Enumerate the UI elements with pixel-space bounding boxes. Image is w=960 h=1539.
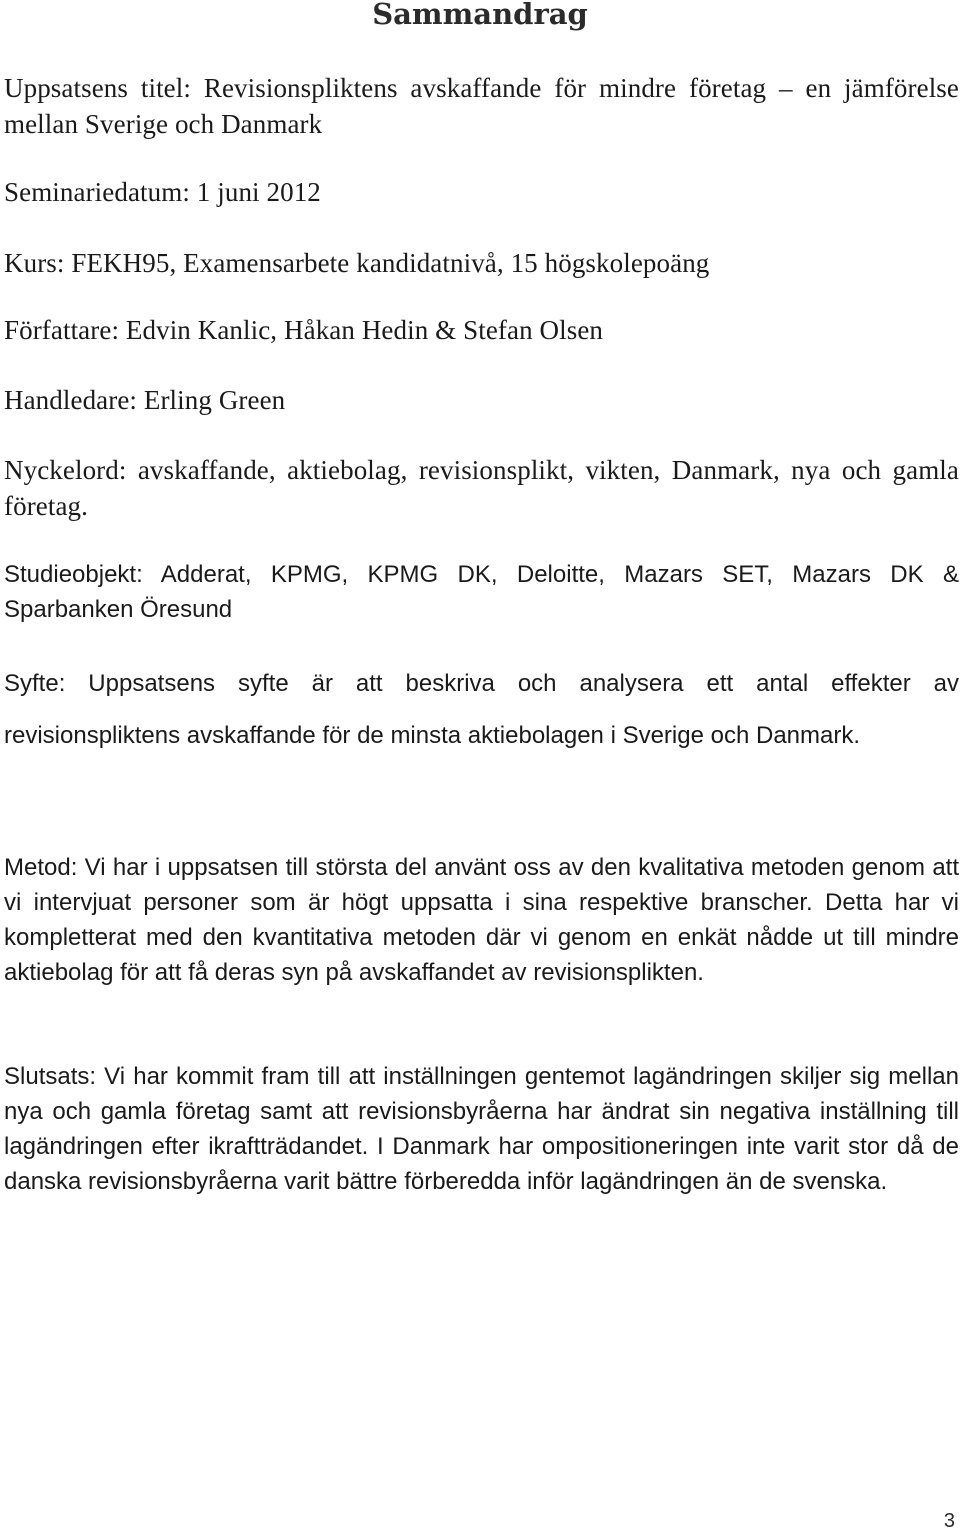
method-paragraph: Metod: Vi har i uppsatsen till största del använt oss av den kvalitativa metoden genom att vi intervjuat personer som är högt uppsatta i sina respektive branscher. Detta har vi kompletterat med den kvantitativa metoden där vi genom en enkät nådde ut till mindre aktiebolag för att få deras syn på avskaffandet av revisionsplikten. xyxy=(4,854,959,986)
purpose-paragraph: Syfte: Uppsatsens syfte är att beskriva och analysera ett antal effekter av revisionspliktens avskaffande för de minsta aktiebolagen i Sverige och Danmark. xyxy=(4,670,959,749)
authors: Författare: Edvin Kanlic, Håkan Hedin & Stefan Olsen xyxy=(4,315,604,345)
thesis-title: Uppsatsens titel: Revisionspliktens avskaffande för mindre företag – en jämförelse mellan Sverige och Danmark xyxy=(4,73,959,139)
page-heading: Sammandrag xyxy=(372,0,588,31)
seminar-date: Seminariedatum: 1 juni 2012 xyxy=(4,177,321,207)
supervisor: Handledare: Erling Green xyxy=(4,385,286,415)
conclusion-paragraph: Slutsats: Vi har kommit fram till att inställningen gentemot lagändringen skiljer sig mellan nya och gamla företag samt att revisionsbyråerna har ändrat sin negativa inställning till lagändringen efter ikraftträdandet. I Danmark har ompositioneringen inte varit stor då de danska revisionsbyråerna varit bättre förberedda inför lagändringen än de svenska. xyxy=(4,1063,959,1195)
page-number: 3 xyxy=(943,1510,955,1532)
course-info: Kurs: FEKH95, Examensarbete kandidatnivå, 15 högskolepoäng xyxy=(4,248,710,278)
study-objects: Studieobjekt: Adderat, KPMG, KPMG DK, Deloitte, Mazars SET, Mazars DK & Sparbanken Öresund xyxy=(4,561,959,623)
keywords: Nyckelord: avskaffande, aktiebolag, revisionsplikt, vikten, Danmark, nya och gamla företag. xyxy=(4,455,959,521)
